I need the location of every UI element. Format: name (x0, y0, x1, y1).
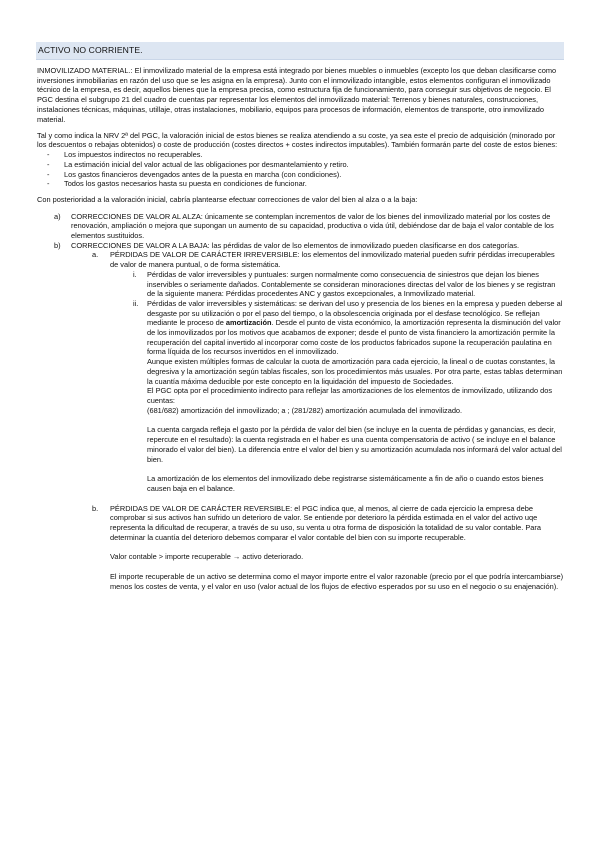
amortization-accounts: (681/682) amortización del inmovilizado; a ; (281/282) amortización acumulada del inmovilizado. (147, 405, 463, 415)
list-item: - Todos los gastos necesarios hasta su puesta en condiciones de funcionar. (37, 179, 564, 189)
correction-up-text: CORRECCIONES DE VALOR AL ALZA: únicamente se contemplan incrementos de valor de los bienes del inmovilizado material por los costes de renovación, ampliación o mejora que supongan un aumento de su capacidad, productiva o vida útil, debiéndose dar de baja el valor contable de los elementos sustituidos. (71, 211, 554, 241)
list-marker: b. (92, 503, 99, 513)
amortization-timing-paragraph: La amortización de los elementos del inmovilizado debe registrarse sistemáticamente a fin de año o cuando estos bienes causen baja en el balance. (147, 474, 544, 493)
reversible-item (37, 504, 564, 543)
list-marker: b) (54, 240, 61, 250)
list-marker: i. (133, 269, 137, 279)
cost-items-list (37, 150, 564, 189)
charged-account-paragraph: La cuenta cargada refleja el gasto por la pérdida de valor del bien (se incluye en la cuenta de pérdidas y ganancias, es decir, repercute en el resultado): la cuenta registrada en el haber es una cuenta compensatoria de activo ( se incluye en el balance minorado el valor del bien). La diferencia entre el valor del bien y su amortización acumulada nos informará del valor actual del bien. (147, 425, 562, 464)
section-title: ACTIVO NO CORRIENTE. (38, 44, 143, 55)
reversible-text: PÉRDIDAS DE VALOR DE CARÁCTER REVERSIBLE: el PGC indica que, al menos, al cierre de cada ejercicio la empresa debe comprobar si sus activos han sufrido un deterioro de valor. Se entiende por deterioro la pérdida estimada en el valor del activo uqe representa la dificultad de recuperar, a través de su uso, su venta u otra forma de disposición la totalidad de su valor contable. Para determinar la cuantía del deterioro debemos comparar el valor contable del bien con su importe recuperable. (110, 503, 541, 542)
intro-paragraph: INMOVILIZADO MATERIAL.: El inmovilizado material de la empresa está integrado por bienes muebles o inmuebles (excepto los que deban clasificarse como inversiones inmobiliarias en razón del uso que se les asigna en la empresa). Junto con el inmovilizado intangible, estos elementos configuran el inmovilizado técnico de la empresa, es decir, aquellos bienes que la empresa precisa, como estructura fija de funcionamiento, para conseguir sus objetivos de negocio. El PGC destina el subgrupo 21 del cuadro de cuentas par representar los elementos del inmovilizado material: Terrenos y bienes naturales, construcciones, instalaciones técnicas, máquinas, utillaje, otras instalaciones, mobiliario, equipos para procesos de información, elementos de transporte, otro inmovilizado material. (37, 66, 557, 124)
corrections-intro: Con posterioridad a la valoración inicial, cabría plantearse efectuar correcciones de valor del bien al alza o a la baja: (37, 195, 418, 205)
section-header (36, 42, 564, 60)
list-item: - Los gastos financieros devengados antes de la puesta en marcha (con condiciones). (37, 170, 564, 180)
valuation-paragraph: Tal y como indica la NRV 2ª del PGC, la valoración inicial de estos bienes se realiza atendiendo a su coste, ya sea este el precio de adquisición (minorado por los descuentos o rebajas obtenidos) o coste de producción (costes directos + costes indirectos imputables). También formarán parte del coste de estos bienes: (37, 130, 558, 150)
list-marker: a) (54, 211, 61, 221)
irreversible-punctual-text: Pérdidas de valor irreversibles y puntuales: surgen normalmente como consecuencia de siniestros que dejan los bienes inservibles o seriamente dañados. Contablemente se consideran minoraciones directas del valor de los bienes y se registran de la siguiente manera: Pérdidas procedentes ANC y gastos excepcionales, a Inmovilizado material. (147, 269, 556, 299)
correction-up-item (37, 212, 564, 241)
irreversible-systematic-item (37, 299, 564, 357)
amortization-term: amortización (225, 318, 272, 328)
correction-down-item (37, 241, 564, 251)
amortization-methods-paragraph: Aunque existen múltiples formas de calcular la cuota de amortización para cada ejercicio, la lineal o de cuotas constantes, la degresiva y la amortización según tablas fiscales, son los procedimientos más usuales. Por otra parte, estas tablas determinan la cuantía máxima deducible por este concepto en la liquidación del impuesto de Sociedades. (147, 357, 563, 386)
impairment-formula: Valor contable > importe recuperable → activo deteriorado. (110, 552, 304, 562)
list-marker: a. (92, 250, 99, 260)
correction-down-text: CORRECCIONES DE VALOR A LA BAJA: las pérdidas de valor de lso elementos de inmovilizado pueden clasificarse en dos categorías. (71, 240, 520, 250)
irreversible-item (37, 250, 564, 269)
systematic-text-start: Pérdidas de valor irreversibles y sistemáticas: se derivan del uso y presencia de los bienes en la empresa y pueden deberse al desgaste por su utilización o por el paso del tiempo, o la obsolescencia originada por el desfase tecnológico. Se reflejan mediante le proceso de (147, 298, 563, 328)
systematic-text-end: . Desde el punto de vista económico, la amortización representa la disminución del valor de los inmovilizados por los motivos que acabamos de exponer; desde el punto de vista financiero la amortización permite la recuperación del capital invertido al incorporar como coste de los productos fabricados supone la recuperación paulatina en forma líquida de los recursos invertidos en el inmovilizado. (147, 318, 561, 357)
list-item: - La estimación inicial del valor actual de las obligaciones por desmantelamiento y retiro. (37, 160, 564, 170)
irreversible-text: PÉRDIDAS DE VALOR DE CARÁCTER IRREVERSIBLE: los elementos del inmovilizado material pueden sufrir pérdidas irrecuperables de valor de manera puntual, o de forma sistemática. (110, 250, 555, 270)
document-body (37, 66, 564, 592)
recoverable-amount-paragraph: El importe recuperable de un activo se determina como el mayor importe entre el valor razonable (precio por el que podría intercambiarse) menos los costes de venta, y el valor en uso (valor actual de los flujos de efectivo esperados por su uso en el negocio o su enajenación). (110, 572, 564, 591)
list-item: - Los impuestos indirectos no recuperables. (37, 150, 564, 160)
list-marker: ii. (133, 298, 139, 308)
pgc-procedure-paragraph: El PGC opta por el procedimiento indirecto para reflejar las amortizaciones de los elementos de inmovilizado, utilizando dos cuentas: (147, 386, 553, 405)
irreversible-punctual-item (37, 270, 564, 299)
